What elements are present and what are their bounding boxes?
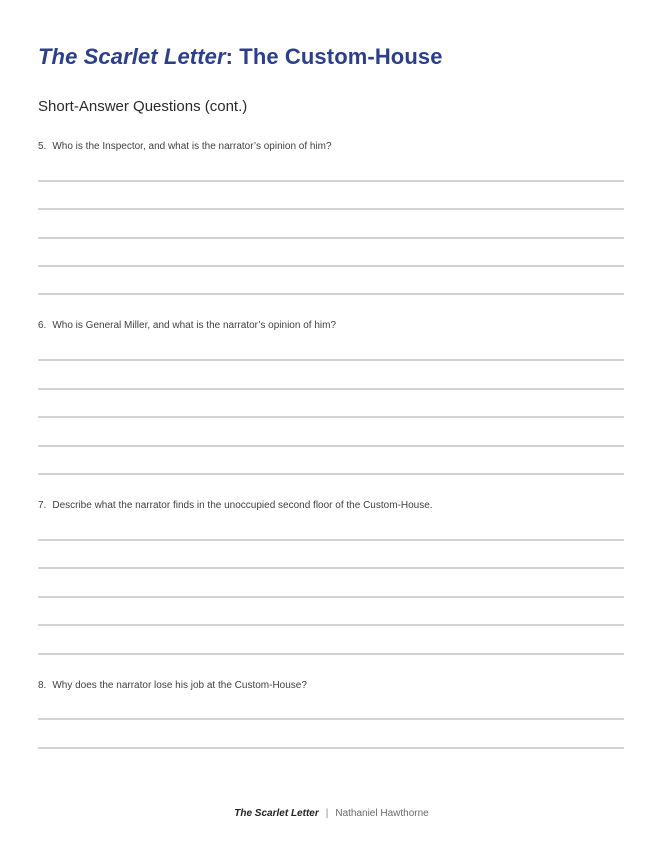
question-text: Who is the Inspector, and what is the narrator’s opinion of him? [52, 141, 332, 152]
answer-line-q5-1[interactable] [38, 180, 624, 182]
question-number: 7. [38, 500, 47, 511]
answer-line-q8-2[interactable] [38, 747, 624, 749]
answer-line-q5-4[interactable] [38, 265, 624, 267]
question-number: 8. [38, 680, 47, 691]
question-text: Describe what the narrator finds in the unoccupied second floor of the Custom-House. [52, 500, 433, 511]
footer-separator: | [325, 808, 329, 819]
question-text: Who is General Miller, and what is the narrator’s opinion of him? [52, 320, 337, 331]
question-8 [38, 680, 307, 691]
answer-line-q7-1[interactable] [38, 539, 624, 541]
book-title-italic: The Scarlet Letter [38, 44, 226, 69]
answer-line-q5-3[interactable] [38, 237, 624, 239]
answer-line-q7-4[interactable] [38, 624, 624, 626]
answer-line-q6-4[interactable] [38, 445, 624, 447]
footer-author: Nathaniel Hawthorne [335, 808, 429, 819]
question-6 [38, 320, 336, 331]
page-title [38, 44, 443, 70]
answer-line-q7-5[interactable] [38, 653, 624, 655]
answer-line-q6-1[interactable] [38, 359, 624, 361]
footer-book-title: The Scarlet Letter [234, 808, 319, 819]
answer-line-q6-2[interactable] [38, 388, 624, 390]
answer-line-q7-3[interactable] [38, 596, 624, 598]
answer-line-q8-1[interactable] [38, 718, 624, 720]
question-number: 6. [38, 320, 47, 331]
section-heading: Short-Answer Questions (cont.) [38, 98, 248, 115]
answer-line-q6-5[interactable] [38, 473, 624, 475]
question-number: 5. [38, 141, 47, 152]
question-7 [38, 500, 433, 511]
title-subtitle: : The Custom-House [225, 44, 443, 69]
answer-line-q5-5[interactable] [38, 293, 624, 295]
page-footer [0, 808, 663, 819]
question-5 [38, 141, 332, 152]
answer-line-q7-2[interactable] [38, 567, 624, 569]
question-text: Why does the narrator lose his job at the Custom-House? [52, 680, 307, 691]
answer-line-q5-2[interactable] [38, 208, 624, 210]
answer-line-q6-3[interactable] [38, 416, 624, 418]
